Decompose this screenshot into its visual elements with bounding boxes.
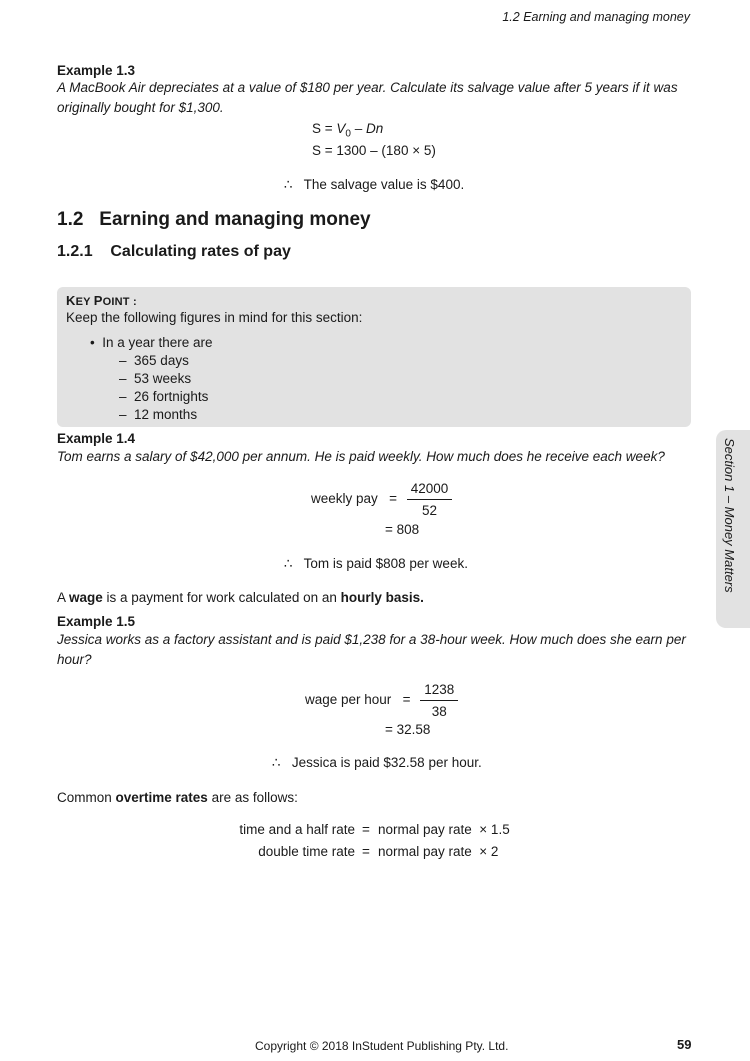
eq1-lhs: S = (312, 121, 333, 136)
dash: – (119, 389, 127, 404)
page-number: 59 (677, 1037, 692, 1052)
example-1-5-title: Example 1.5 (57, 614, 136, 629)
fraction (407, 481, 453, 518)
subsection-number: 1.2.1 (57, 243, 93, 260)
section-title: Earning and managing money (99, 209, 371, 230)
example-1-4-result: = 808 (385, 522, 420, 537)
section-side-tab (716, 430, 750, 628)
overtime-rates-term: overtime rates (115, 790, 208, 805)
example-1-4-text: Tom earns a salary of $42,000 per annum. He is paid weekly. How much does he receive each week? (57, 449, 665, 464)
copyright-footer: Copyright © 2018 InStudent Publishing Pty. Ltd. (255, 1039, 509, 1053)
example-1-4-conclusion-line (284, 556, 468, 572)
denominator: 38 (431, 704, 447, 719)
numerator: 1238 (420, 682, 458, 701)
therefore-symbol: ∴ (284, 177, 293, 192)
therefore-symbol: ∴ (284, 556, 293, 571)
wage-def-middle: is a payment for work calculated on an (102, 590, 341, 605)
wage-definition (57, 590, 424, 605)
key-point-item-text: 26 fortnights (134, 389, 209, 404)
kp-title-k: K (66, 293, 76, 308)
dash: – (119, 353, 127, 368)
example-1-3-conclusion: The salvage value is $400. (303, 177, 465, 192)
key-point-item (119, 353, 189, 368)
example-1-5-conclusion: Jessica is paid $32.58 per hour. (291, 755, 482, 770)
dash: – (119, 371, 127, 386)
example-1-5-result: = 32.58 (385, 722, 431, 737)
overtime-row-lhs: double time rate (258, 844, 355, 859)
key-point-item (119, 407, 197, 422)
key-point-bullet-text: In a year there are (102, 335, 213, 350)
example-1-4-fraction-equation (311, 481, 452, 518)
denominator: 52 (421, 503, 437, 518)
subsection-heading (57, 243, 291, 261)
key-point-box (57, 287, 691, 427)
equals-sign: = (389, 491, 397, 507)
example-1-3-equation-2: S = 1300 – (180 × 5) (312, 143, 436, 158)
example-1-5-text: Jessica works as a factory assistant and is paid $1,238 for a 38-hour week. How much does she earn per hour? (57, 632, 686, 667)
kp-title-oint: OINT : (102, 296, 137, 308)
weekly-pay-label: weekly pay (311, 491, 378, 507)
example-1-3-text: A MacBook Air depreciates at a value of $180 per year. Calculate its salvage value after 5 years if it was originally bought for $1,300. (57, 80, 678, 115)
key-point-intro: Keep the following figures in mind for this section: (66, 310, 363, 325)
example-1-3-conclusion-line (284, 177, 464, 193)
key-point-bullet (90, 335, 213, 350)
example-1-3-title: Example 1.3 (57, 63, 136, 78)
example-1-4-conclusion: Tom is paid $808 per week. (303, 556, 468, 571)
key-point-item-text: 12 months (134, 407, 198, 422)
overtime-row-lhs: time and a half rate (239, 822, 355, 837)
key-point-item (119, 389, 208, 404)
eq1-v: V (336, 121, 346, 136)
example-1-4-title: Example 1.4 (57, 431, 136, 446)
section-heading (57, 209, 371, 231)
wage-per-hour-label: wage per hour (305, 692, 392, 708)
kp-title-ey: EY (75, 296, 94, 308)
example-1-3-equation-1 (312, 121, 383, 140)
example-1-5-conclusion-line (272, 755, 482, 771)
key-point-item-text: 53 weeks (134, 371, 192, 386)
overtime-intro-b: are as follows: (207, 790, 298, 805)
numerator: 42000 (407, 481, 453, 500)
eq1-rest: – Dn (350, 121, 384, 136)
eq1-sub: 0 (345, 128, 351, 140)
wage-term: wage (69, 590, 103, 605)
wage-def-a: A (57, 590, 70, 605)
therefore-symbol: ∴ (272, 755, 281, 770)
side-tab-label: Section 1 – Money Matters (722, 438, 737, 593)
kp-title-p: P (93, 293, 103, 308)
overtime-intro-a: Common (57, 790, 116, 805)
fraction (420, 682, 458, 719)
overtime-row-rhs: normal pay rate × 2 (378, 844, 499, 859)
dash: – (119, 407, 127, 422)
equals-sign: = (402, 692, 411, 708)
subsection-title: Calculating rates of pay (110, 243, 291, 260)
example-1-5-fraction-equation (305, 682, 458, 719)
section-number: 1.2 (57, 209, 84, 230)
key-point-title (66, 293, 137, 308)
overtime-intro (57, 790, 298, 805)
key-point-item (119, 371, 191, 386)
running-head: 1.2 Earning and managing money (502, 10, 690, 24)
bullet-dot: • (90, 335, 95, 350)
key-point-item-text: 365 days (134, 353, 189, 368)
hourly-basis-term: hourly basis. (340, 590, 424, 605)
overtime-row-eq: = (362, 822, 370, 837)
overtime-row-rhs: normal pay rate × 1.5 (378, 822, 510, 837)
overtime-row-eq: = (362, 844, 370, 859)
